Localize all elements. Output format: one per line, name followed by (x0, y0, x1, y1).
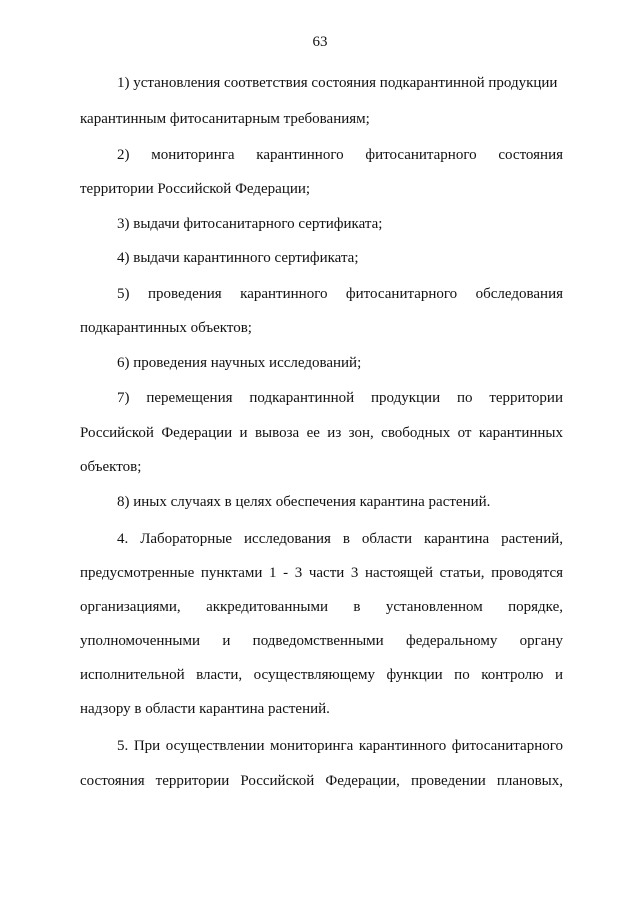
text-line: 3) выдачи фитосанитарного сертификата; (117, 216, 383, 232)
text-line: 4. Лабораторные исследования в области карантина растений, (117, 531, 563, 547)
text-line: исполнительной власти, осуществляющему функции по контролю и (80, 667, 563, 683)
text-line: 6) проведения научных исследований; (117, 355, 362, 371)
text-line: 4) выдачи карантинного сертификата; (117, 250, 359, 266)
text-line: предусмотренные пунктами 1 - 3 части 3 настоящей статьи, проводятся (80, 565, 563, 581)
text-line: надзору в области карантина растений. (80, 701, 330, 717)
text-line: 1) установления соответствия состояния подкарантинной продукции (117, 75, 558, 91)
text-line: 8) иных случаях в целях обеспечения карантина растений. (117, 494, 491, 510)
text-line: уполномоченными и подведомственными федеральному органу (80, 633, 563, 649)
text-line: территории Российской Федерации; (80, 181, 311, 197)
text-line: состояния территории Российской Федерации, проведении плановых, (80, 773, 563, 789)
text-line: карантинным фитосанитарным требованиям; (80, 111, 370, 127)
text-line: организациями, аккредитованными в установленном порядке, (80, 599, 563, 615)
page-number: 63 (312, 34, 328, 50)
text-line: 5) проведения карантинного фитосанитарного обследования (117, 286, 563, 302)
text-line: Российской Федерации и вывоза ее из зон, свободных от карантинных (80, 425, 563, 441)
text-line: объектов; (80, 459, 142, 475)
text-line: 2) мониторинга карантинного фитосанитарного состояния (117, 147, 563, 163)
text-line: 5. При осуществлении мониторинга карантинного фитосанитарного (117, 738, 563, 754)
text-line: подкарантинных объектов; (80, 320, 252, 336)
text-line: 7) перемещения подкарантинной продукции по территории (117, 390, 563, 406)
